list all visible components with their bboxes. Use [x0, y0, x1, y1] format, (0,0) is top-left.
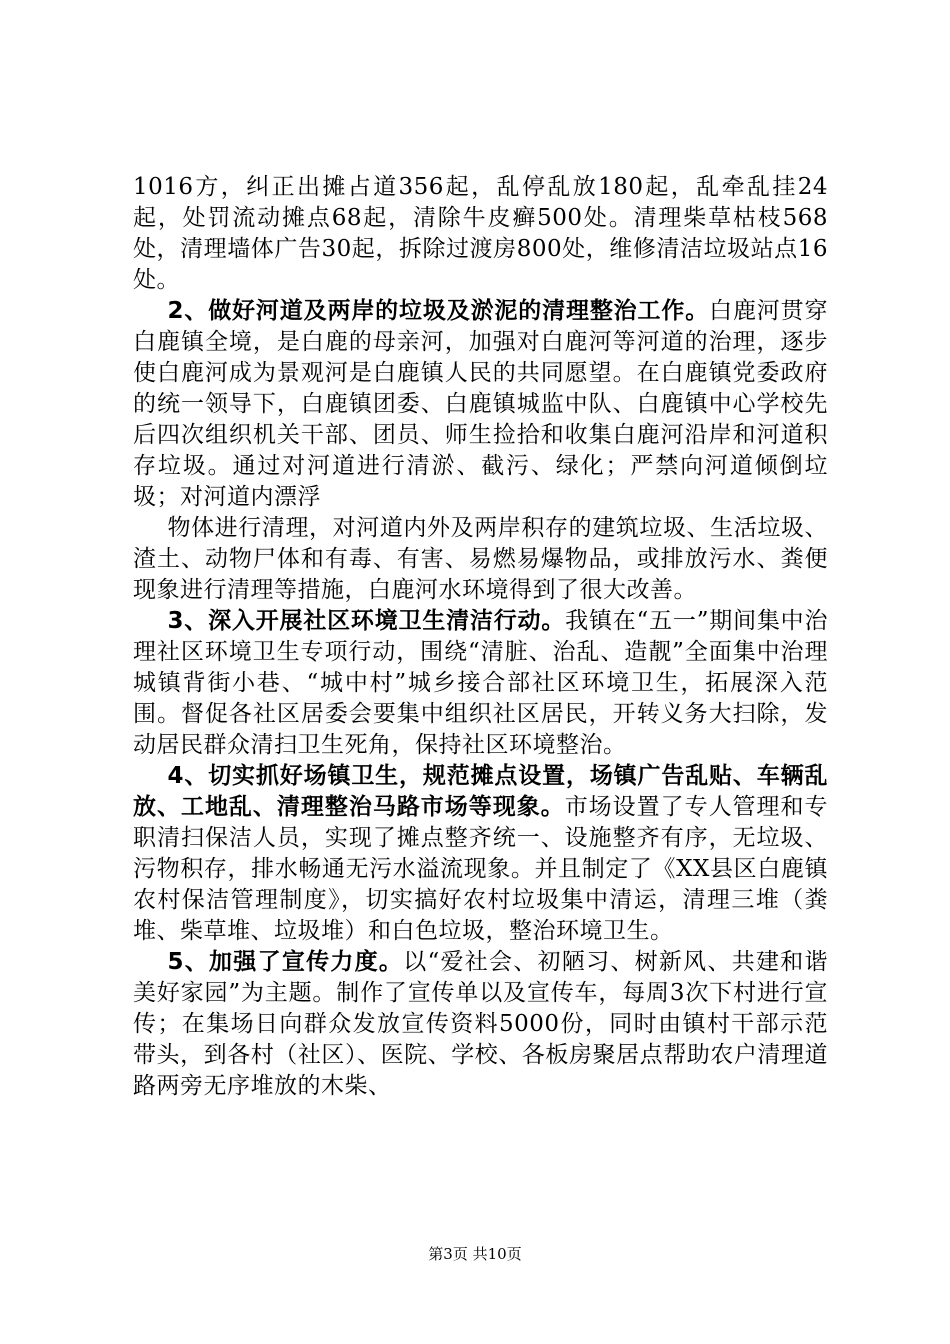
paragraph-5	[133, 761, 828, 947]
paragraph-4-text: 我镇在“五一”期间集中治理社区环境卫生专项行动，围绕“清脏、治乱、造靓”全面集中治理城镇背街小巷、“城中村”城乡接合部社区环境卫生，拓展深入范围。督促各社区居委会要集中组织社区居民，开转义务大扫除，发动居民群众清扫卫生死角，保持社区环境整治。	[133, 608, 828, 758]
paragraph-5-heading: 4、切实抓好场镇卫生，规范摊点设置，场镇广告乱贴、车辆乱放、工地乱、清理整治马路市场等现象。	[133, 763, 828, 820]
paragraph-6-text: 以“爱社会、初陋习、树新风、共建和谐美好家园”为主题。制作了宣传单以及宣传车，每周3次下村进行宣传；在集场日向群众发放宣传资料5000份，同时由镇村干部示范带头，到各村（社区）、医院、学校、各板房聚居点帮助农户清理道路两旁无序堆放的木柴、	[133, 949, 828, 1099]
paragraph-6	[133, 947, 828, 1102]
paragraph-1	[133, 172, 828, 296]
paragraph-2-text: 白鹿河贯穿白鹿镇全境，是白鹿的母亲河，加强对白鹿河等河道的治理，逐步使白鹿河成为景观河是白鹿镇人民的共同愿望。在白鹿镇党委政府的统一领导下，白鹿镇团委、白鹿镇城监中队、白鹿镇中心学校先后四次组织机关干部、团员、师生捡拾和收集白鹿河沿岸和河道积存垃圾。通过对河道进行清淤、截污、绿化；严禁向河道倾倒垃圾；对河道内漂浮	[133, 298, 828, 510]
page-number-label: 第3页 共10页	[428, 1245, 522, 1263]
paragraph-2-heading: 2、做好河道及两岸的垃圾及淤泥的清理整治工作。	[167, 298, 710, 324]
paragraph-4-heading: 3、深入开展社区环境卫生清洁行动。	[167, 608, 566, 634]
page-footer	[0, 1243, 950, 1264]
paragraph-3	[133, 513, 828, 606]
paragraph-3-text: 物体进行清理，对河道内外及两岸积存的建筑垃圾、生活垃圾、渣土、动物尸体和有毒、有害、易燃易爆物品，或排放污水、粪便现象进行清理等措施，白鹿河水环境得到了很大改善。	[133, 515, 828, 603]
document-body	[133, 172, 828, 1102]
paragraph-4	[133, 606, 828, 761]
paragraph-5-text: 市场设置了专人管理和专职清扫保洁人员，实现了摊点整齐统一、设施整齐有序，无垃圾、污物积存，排水畅通无污水溢流现象。并且制定了《XX县区白鹿镇农村保洁管理制度》，切实搞好农村垃圾集中清运，清理三堆（粪堆、柴草堆、垃圾堆）和白色垃圾，整治环境卫生。	[133, 794, 829, 944]
paragraph-6-heading: 5、加强了宣传力度。	[167, 949, 404, 975]
paragraph-1-text: 1016方，纠正出摊占道356起，乱停乱放180起，乱牵乱挂24起，处罚流动摊点68起，清除牛皮癣500处。清理柴草枯枝568处，清理墙体广告30起，拆除过渡房800处，维修清洁垃圾站点16处。	[133, 174, 828, 293]
paragraph-2	[133, 296, 828, 513]
